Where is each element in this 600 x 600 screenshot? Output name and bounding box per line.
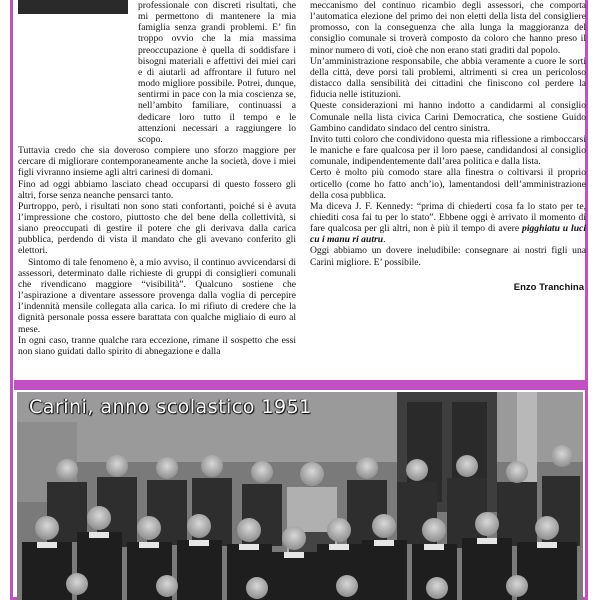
article-paragraph: Tuttavia credo che sia doveroso compiere uno sforzo maggiore per cercare di migliorare contemporaneamente anche la società, dove i miei figli vivranno insieme agli altri carinesi di domani. [18,145,296,179]
article-paragraph: Invito tutti coloro che condividono questa mia riflessione a rimboccarsi le maniche e fare qualcosa per il loro paese, candidandosi al consiglio comunale, indipendentemente dall’area politica e dalla lista. [310,133,586,168]
class-photo-image [17,392,583,600]
article-right-column [310,0,586,293]
article-left-column [18,0,296,357]
article-paragraph: Queste considerazioni mi hanno indotto a candidarmi al consiglio Comunale nella lista civica Carini Democratica, che sostiene Guido Gambino candidato sindaco del centro sinistra. [310,100,586,134]
photo-caption: Carini, anno scolastico 1951 [29,396,312,418]
article-paragraph: Fino ad oggi abbiamo lasciato chead occuparsi di questo fossero gli altri, forse senza neanche pensarci tanto. [18,178,296,201]
kennedy-tail: . [383,234,386,246]
author-signature: Enzo Tranchina [513,281,584,293]
article-paragraph: In ogni caso, tranne qualche rara eccezione, rimane il sospetto che essi non siano guidati dallo spirito di abnegazione e dalla [18,334,296,357]
article-paragraph: professionale con discreti risultati, che mi permettono di mantenere la mia famiglia senza grandi problemi. E’ fin troppo ovvio che la mia massima preoccupazione è quella di soddisfare i bisogni materiali e affettivi dei miei cari e di aiutarli ad affrontare il futuro nel modo migliore possibile. Potrei, dunque, sentirmi in pace con la mia coscienza se, nell’ambito familiare, continuassi a dedicare loro tutto il tempo e le attenzioni necessari a raggiungere lo scopo. [138,0,296,145]
class-photo [17,392,583,600]
kennedy-paragraph [310,201,586,246]
section-divider [14,380,586,390]
kennedy-lead: Ma diceva J. F. Kennedy: “prima di chiederti cosa fa lo stato per te, chiediti cosa fai tu per lo stato”. Ebbene oggi è arrivato il momento di fare qualcosa per gli altri, non è più il tempo di avere [310,200,586,235]
closing-paragraph: Oggi abbiamo un dovere ineludibile: consegnare ai nostri figli una Carini migliore. E’ possibile. [310,245,586,268]
article-paragraph: meccanismo del continuo ricambio degli assessori, che comporta l’automatica elezione del primo dei non eletti della lista del consigliere promosso, con la conseguenza che alla lunga la maggioranza del consiglio comunale si troverà composto da coloro che hanno preso il minor numero di voti, cioè che non erano stati graditi dal popolo. [310,0,586,56]
dialect-quote: pigghiatu u luci cu i manu ri autru [310,223,586,246]
article-paragraph: Certo è molto più comodo stare alla finestra o coltivarsi il proprio orticello (come ho fatto anch’io), lamentandosi dell’amministrazione della cosa pubblica. [310,167,586,201]
article-paragraph: Un’amministrazione responsabile, che abbia veramente a cuore le sorti della città, deve porsi tali problemi, altrimenti si crea un pericoloso distacco dalla sensibilità dei cittadini che finiscono col perdere la fiducia nelle istituzioni. [310,55,586,101]
article-paragraph: Sintomo di tale fenomeno è, a mio avviso, il continuo avvicendarsi di assessori, determinato dalle richieste di gruppi di consiglieri comunali che rivendicano maggiore “visibilità”. Qualcuno sostiene che l’aspirazione a diventare assessore provenga dalla voglia di percepire l’indennità mensile collegata alla carica. Io mi rifiuto di credere che la dignità personale possa essere barattata con qualche migliaio di euro al mese. [18,256,296,335]
article-paragraph: Purtroppo, però, i risultati non sono stati confortanti, poiché si è avuta l’impressione che costoro, piuttosto che del bene della collettività, si siano preoccupati di gestire il potere che gli derivava dalla carica pubblica, perdendo di vista il mandato che gli avevano conferito gli elettori. [18,200,296,257]
